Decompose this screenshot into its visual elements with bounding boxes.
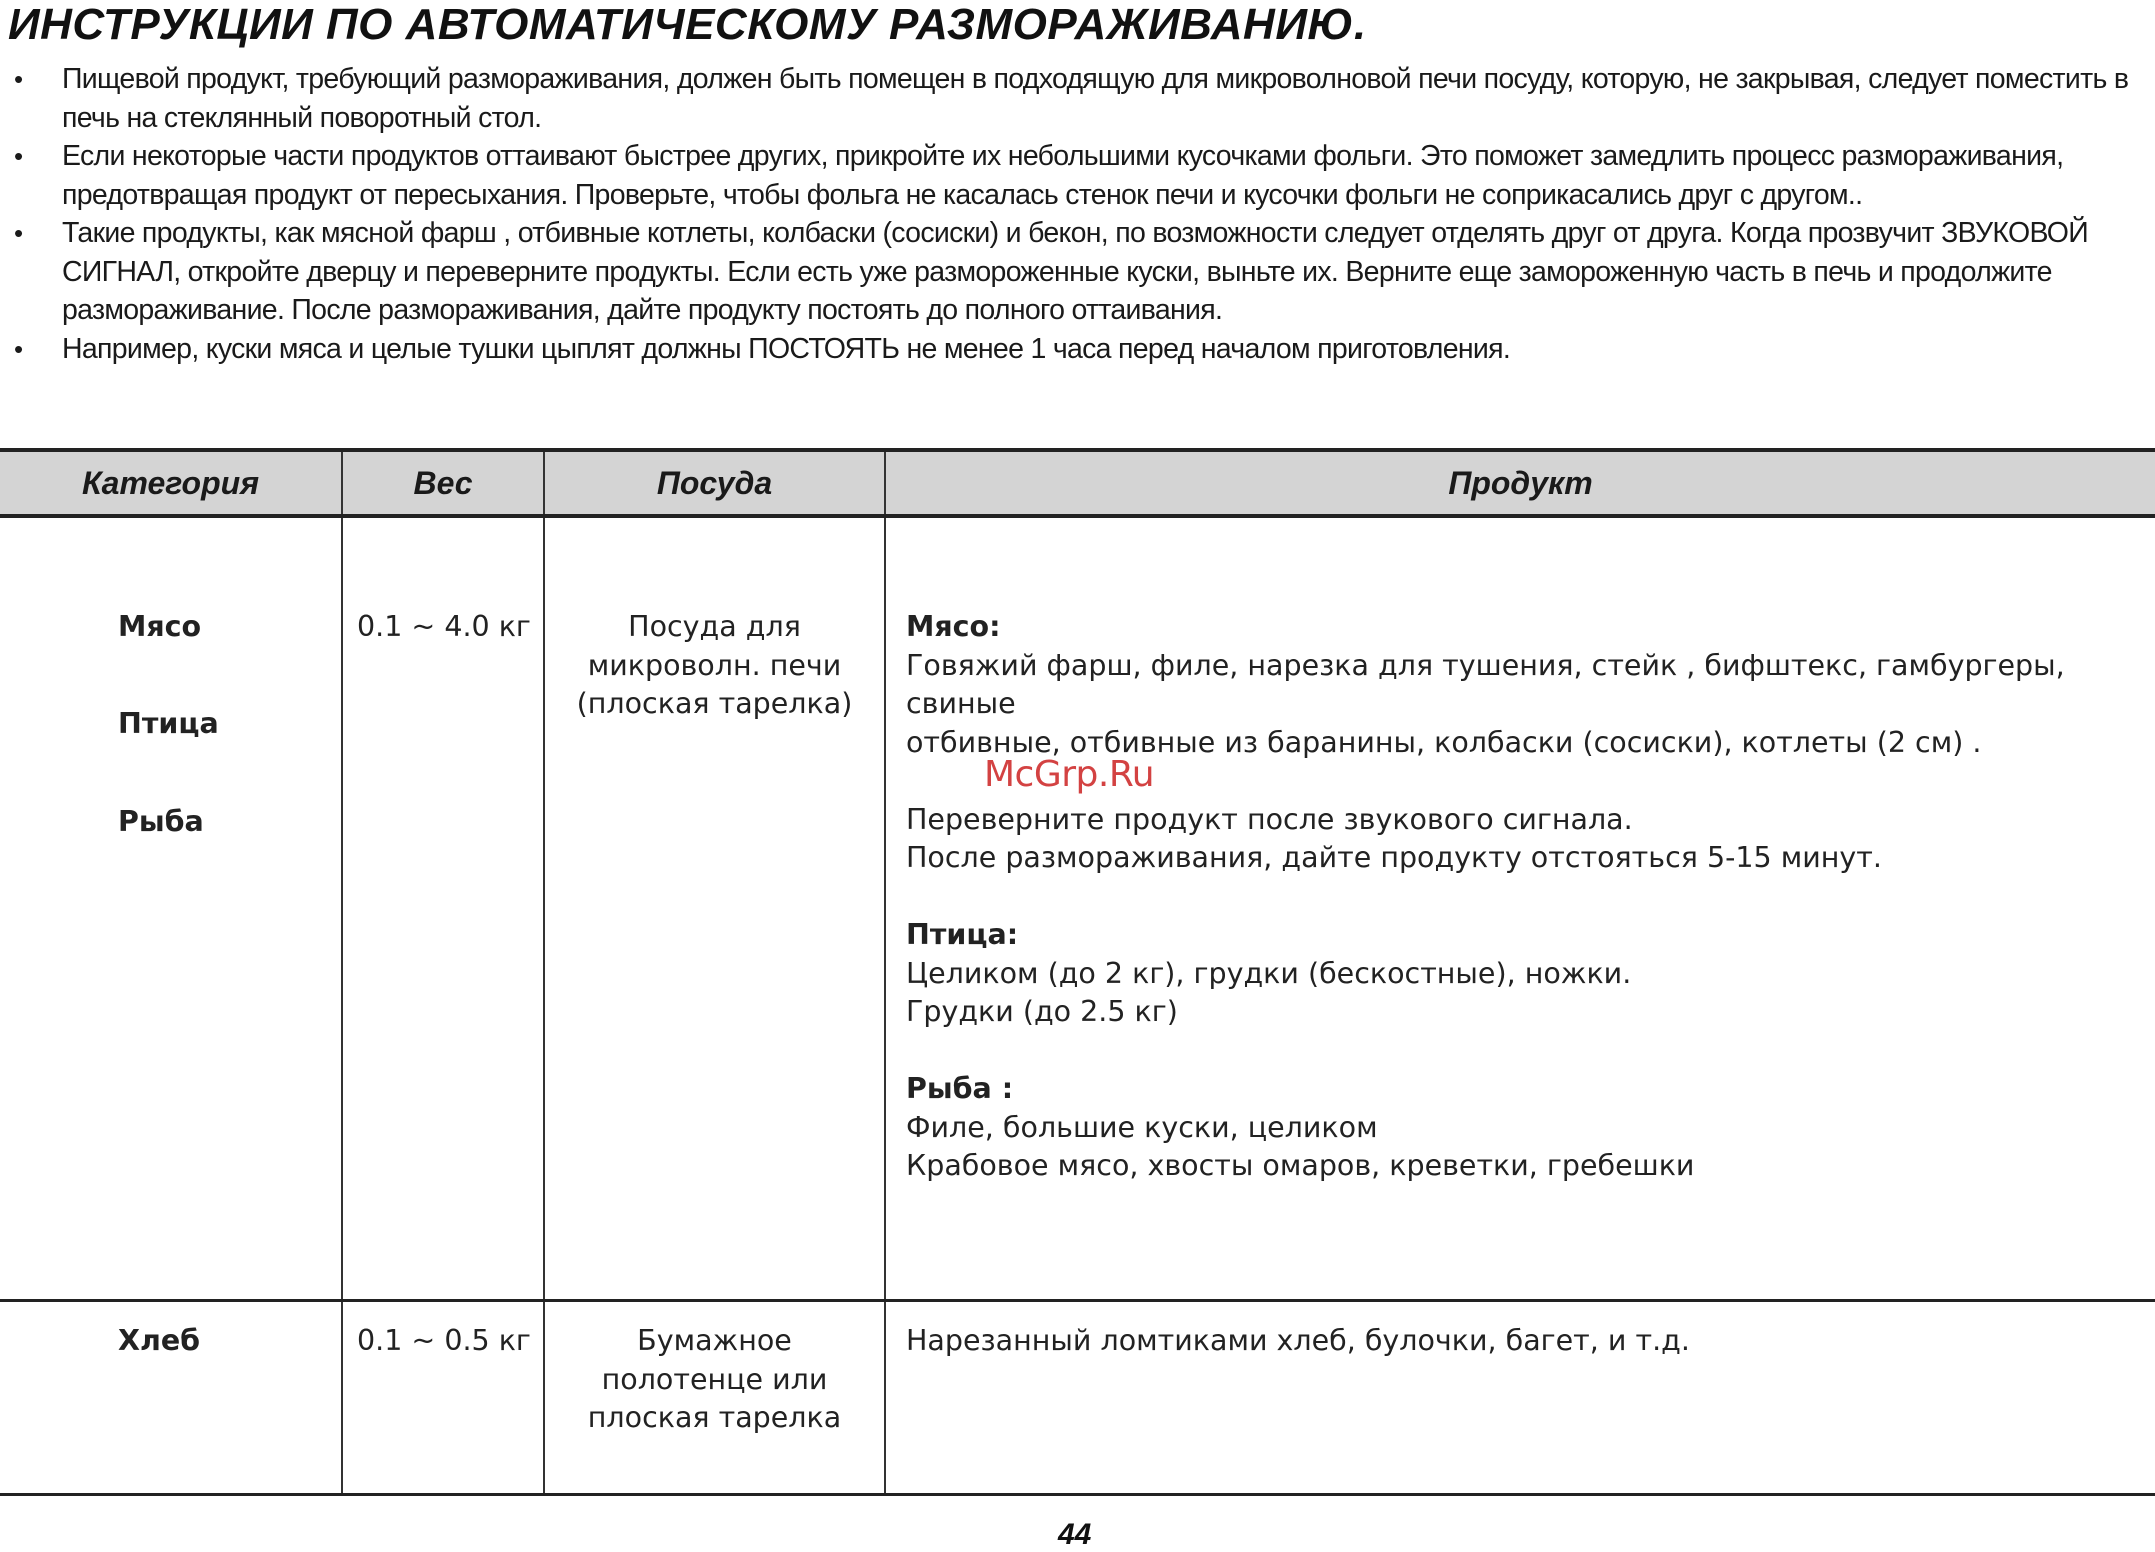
category-cell: [0, 1301, 342, 1495]
meat-title: Мясо:: [906, 610, 1001, 643]
meat-line: Говяжий фарш, филе, нарезка для тушения, стейк , бифштекс, гамбургеры, свиные: [906, 648, 2065, 720]
bullet-icon: •: [14, 218, 23, 248]
instruction-text: Пищевой продукт, требующий размораживания, должен быть помещен в подходящую для микроволновой печи посуду, которую, не закрывая, следует поместить в печь на стеклянный поворотный стол.: [62, 63, 2129, 134]
dish-line: Посуда для: [628, 610, 801, 643]
category-fish: Рыба: [118, 805, 204, 838]
header-dish: Посуда: [544, 450, 885, 516]
product-cell: [885, 516, 2155, 1301]
instruction-text: Такие продукты, как мясной фарш , отбивные котлеты, колбаски (сосиски) и бекон, по возможности следует отделять друг от друга. Когда прозвучит ЗВУКОВОЙ СИГНАЛ, откройте дверцу и переверните продукты. Если есть уже размороженные куски, выньте их. Верните еще замороженную часть в печь и продолжите размораживание. После размораживания, дайте продукту постоять до полного оттаивания.: [62, 217, 2089, 326]
category-bread: Хлеб: [118, 1324, 201, 1357]
dish-line: микроволн. печи: [587, 648, 842, 682]
instruction-item: [0, 60, 2150, 137]
bullet-icon: •: [14, 141, 23, 171]
watermark: McGrp.Ru: [984, 754, 1155, 795]
instruction-text: Если некоторые части продуктов оттаивают быстрее других, прикройте их небольшими кусочками фольги. Это поможет замедлить процесс размораживания, предотвращая продукт от пересыхания. Проверьте, чтобы фольга не касалась стенок печи и кусочки фольги не соприкасались друг с другом..: [62, 140, 2064, 211]
poultry-line: Грудки (до 2.5 кг): [906, 995, 1178, 1028]
weight-cell: 0.1 ~ 0.5 кг: [342, 1301, 544, 1495]
fish-title: Рыба :: [906, 1072, 1014, 1105]
category-meat: Мясо: [118, 610, 202, 643]
dish-line: плоская тарелка: [587, 1401, 842, 1434]
weight-cell: 0.1 ~ 4.0 кг: [342, 516, 544, 1301]
bullet-icon: •: [14, 64, 23, 94]
page-number: 44: [1058, 1518, 1092, 1551]
header-category: Категория: [0, 450, 342, 516]
dish-cell: [544, 516, 885, 1301]
table-row: [0, 516, 2155, 1301]
fish-line: Крабовое мясо, хвосты омаров, креветки, гребешки: [906, 1149, 1695, 1182]
header-weight: Вес: [342, 450, 544, 516]
instruction-item: [0, 330, 2150, 369]
product-cell: Нарезанный ломтиками хлеб, булочки, багет, и т.д.: [885, 1301, 2155, 1495]
poultry-title: Птица:: [906, 918, 1019, 951]
dish-cell: [544, 1301, 885, 1495]
instruction-list: [0, 60, 2150, 368]
defrost-table: [0, 448, 2155, 1496]
turn-line: После размораживания, дайте продукту отстояться 5-15 минут.: [906, 841, 1882, 874]
turn-line: Переверните продукт после звукового сигнала.: [906, 802, 1633, 836]
category-cell: [0, 516, 342, 1301]
page-title: ИНСТРУКЦИИ ПО АВТОМАТИЧЕСКОМУ РАЗМОРАЖИВАНИЮ.: [8, 0, 1367, 49]
instruction-item: [0, 137, 2150, 214]
table-header-row: [0, 450, 2155, 516]
table-row: [0, 1301, 2155, 1495]
dish-line: (плоская тарелка): [576, 687, 853, 720]
fish-line: Филе, большие куски, целиком: [906, 1110, 1378, 1144]
dish-line: Бумажное: [637, 1324, 792, 1357]
poultry-line: Целиком (до 2 кг), грудки (бескостные), ножки.: [906, 956, 1632, 990]
instruction-item: [0, 214, 2150, 330]
header-product: Продукт: [885, 450, 2155, 516]
dish-line: полотенце или: [601, 1362, 828, 1396]
category-poultry: Птица: [118, 706, 219, 740]
meat-line: отбивные, отбивные из баранины, колбаски (сосиски), котлеты (2 см) .: [906, 725, 1982, 759]
bullet-icon: •: [14, 333, 23, 364]
instruction-text: Например, куски мяса и целые тушки цыплят должны ПОСТОЯТЬ не менее 1 часа перед началом приготовления.: [62, 332, 1511, 365]
